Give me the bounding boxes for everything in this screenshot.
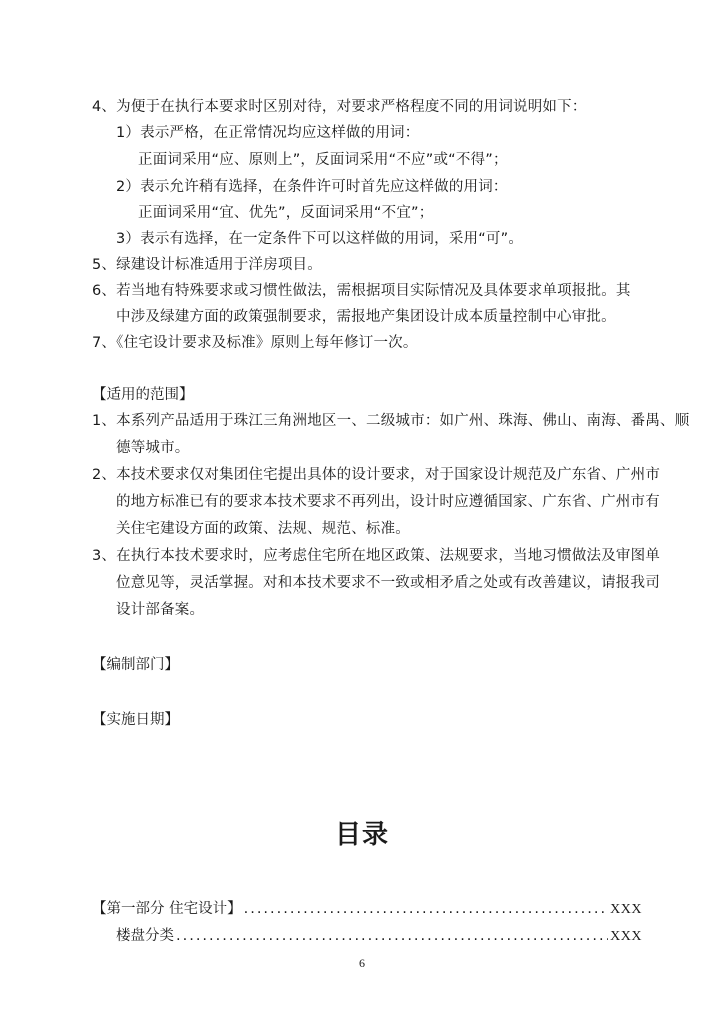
note-item-6-cont: 中涉及绿建方面的政策强制要求，需报地产集团设计成本质量控制中心审批。 [116,309,616,325]
toc-entry[interactable] [116,927,642,946]
scope-item-2-cont-2: 关住宅建设方面的政策、法规、规范、标准。 [116,521,410,537]
note-subitem-2-detail: 正面词采用“宜、优先”，反面词采用“不宜”； [138,205,434,221]
note-subitem-1: 1）表示严格，在正常情况均应这样做的用词： [116,125,420,141]
toc-leader-dots [176,927,608,945]
toc-entry[interactable] [92,900,642,919]
note-item-4: 4、为便于在执行本要求时区别对待，对要求严格程度不同的用词说明如下： [92,99,587,115]
toc-entry-page: XXX [610,902,642,917]
note-item-7: 7、《住宅设计要求及标准》原则上每年修订一次。 [92,335,418,351]
scope-heading: 【适用的范围】 [92,387,194,403]
scope-item-1-cont: 德等城市。 [116,440,190,456]
toc-entry-label: 楼盘分类 [116,928,174,944]
page-number: 6 [359,956,365,970]
scope-item-3-cont-2: 设计部备案。 [116,602,205,618]
note-item-6: 6、若当地有特殊要求或习惯性做法，需根据项目实际情况及具体要求单项报批。其 [92,283,631,299]
scope-item-3-cont-1: 位意见等，灵活掌握。对和本技术要求不一致或相矛盾之处或有改善建议，请报我司 [116,575,660,591]
note-item-5: 5、绿建设计标准适用于洋房项目。 [92,257,322,273]
note-subitem-3: 3）表示有选择，在一定条件下可以这样做的用词，采用“可”。 [116,231,524,247]
scope-item-3: 3、在执行本技术要求时，应考虑住宅所在地区政策、法规要求，当地习惯做法及审图单 [92,548,661,564]
toc-entry-label: 【第一部分 住宅设计】 [92,901,242,917]
note-subitem-1-detail: 正面词采用“应、原则上”，反面词采用“不应”或“不得”； [138,152,508,168]
scope-item-1: 1、本系列产品适用于珠江三角洲地区一、二级城市：如广州、珠海、佛山、南海、番禺、顺 [92,413,690,429]
toc-entry-page: XXX [610,929,642,944]
scope-item-2-cont-1: 的地方标准已有的要求本技术要求不再列出，设计时应遵循国家、广东省、广州市有 [116,494,660,510]
toc-leader-dots [244,900,609,918]
toc-title: 目录 [334,820,389,850]
date-heading: 【实施日期】 [92,712,179,728]
department-heading: 【编制部门】 [92,657,179,673]
note-subitem-2: 2）表示允许稍有选择，在条件许可时首先应这样做的用词： [116,179,508,195]
scope-item-2: 2、本技术要求仅对集团住宅提出具体的设计要求，对于国家设计规范及广东省、广州市 [92,467,661,483]
